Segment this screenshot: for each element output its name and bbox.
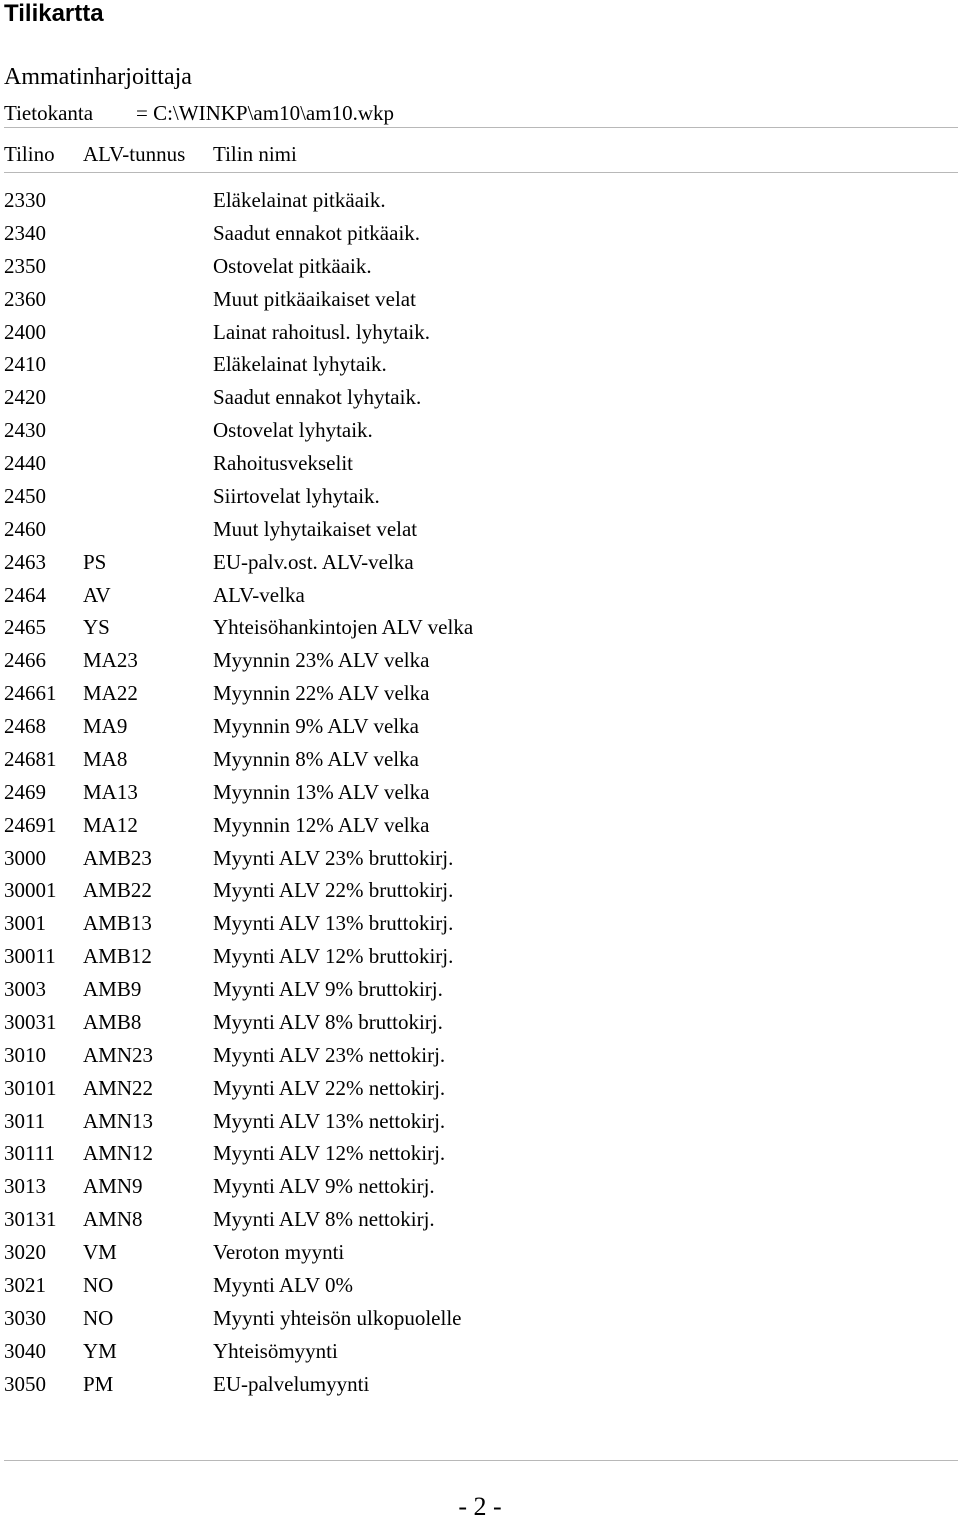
- account-name: Myynti ALV 8% nettokirj.: [213, 1207, 435, 1232]
- table-row: [4, 776, 954, 809]
- vat-code: AMB9: [83, 977, 142, 1001]
- account-number: 2360: [4, 286, 46, 311]
- account-number: 3013: [4, 1174, 46, 1199]
- vat-code: NO: [83, 1272, 114, 1297]
- account-number: 2430: [4, 418, 46, 443]
- account-number: 2465: [4, 615, 46, 640]
- account-name: Myynnin 12% ALV velka: [213, 812, 430, 837]
- account-number: 3003: [4, 977, 46, 1001]
- account-number: 3000: [4, 845, 46, 870]
- account-name: Myynti ALV 8% bruttokirj.: [213, 1009, 443, 1034]
- table-row: [4, 842, 954, 875]
- account-number: 30131: [4, 1207, 57, 1232]
- column-header-account-no: Tilino: [4, 142, 55, 166]
- vat-code: NO: [83, 1305, 114, 1330]
- account-name: Ostovelat lyhytaik.: [213, 418, 373, 443]
- vat-code: AMN23: [83, 1042, 154, 1067]
- account-name: Myynti ALV 9% nettokirj.: [213, 1174, 435, 1199]
- account-name: Saadut ennakot pitkäaik.: [213, 220, 421, 245]
- header-divider: [4, 127, 958, 128]
- account-number: 30031: [4, 1009, 57, 1034]
- account-number: 2330: [4, 188, 46, 212]
- account-number: 30111: [4, 1141, 55, 1166]
- account-table: [4, 184, 954, 1400]
- vat-code: YS: [83, 615, 110, 640]
- account-number: 30101: [4, 1075, 57, 1100]
- account-name: Myynnin 23% ALV velka: [213, 648, 430, 673]
- column-header-divider: [4, 172, 958, 173]
- vat-code: MA23: [83, 648, 138, 673]
- account-name: Myynti ALV 22% nettokirj.: [213, 1075, 446, 1100]
- table-row: [4, 480, 954, 513]
- table-row: [4, 348, 954, 381]
- account-number: 2468: [4, 714, 46, 738]
- account-name: Saadut ennakot lyhytaik.: [213, 385, 422, 410]
- table-row: [4, 644, 954, 677]
- account-name: Myynti ALV 9% bruttokirj.: [213, 977, 443, 1001]
- vat-code: AMN22: [83, 1075, 154, 1100]
- vat-code: AMB13: [83, 911, 152, 936]
- table-row: [4, 1170, 954, 1203]
- table-row: [4, 1105, 954, 1138]
- table-row: [4, 283, 954, 316]
- vat-code: AMB12: [83, 944, 152, 969]
- account-name: Myynti ALV 23% bruttokirj.: [213, 845, 454, 870]
- table-row: [4, 217, 954, 250]
- vat-code: PS: [83, 549, 107, 574]
- footer-divider: [4, 1460, 958, 1461]
- account-name: EU-palv.ost. ALV-velka: [213, 549, 414, 574]
- account-name: Myynnin 8% ALV velka: [213, 746, 419, 771]
- account-name: Yhteisöhankintojen ALV velka: [213, 615, 474, 640]
- account-number: 3011: [4, 1108, 46, 1133]
- table-row: [4, 579, 954, 612]
- account-name: Veroton myynti: [213, 1240, 345, 1264]
- table-row: [4, 1072, 954, 1105]
- table-row: [4, 1203, 954, 1236]
- account-name: Ostovelat pitkäaik.: [213, 253, 372, 278]
- vat-code: AMN8: [83, 1207, 143, 1232]
- vat-code: MA9: [83, 714, 128, 738]
- table-row: [4, 743, 954, 776]
- table-row: [4, 1039, 954, 1072]
- account-number: 2440: [4, 451, 46, 475]
- account-name: EU-palvelumyynti: [213, 1371, 370, 1396]
- account-name: Myynti ALV 12% bruttokirj.: [213, 944, 454, 969]
- database-line: [4, 100, 394, 126]
- account-number: 3020: [4, 1240, 46, 1264]
- account-number: 2410: [4, 352, 46, 377]
- table-row: [4, 546, 954, 579]
- table-row: [4, 1368, 954, 1401]
- column-header-account-name: Tilin nimi: [213, 142, 297, 166]
- account-name: Myynti ALV 12% nettokirj.: [213, 1141, 446, 1166]
- table-row: [4, 973, 954, 1006]
- account-name: Myynti yhteisön ulkopuolelle: [213, 1305, 462, 1330]
- vat-code: AMB22: [83, 878, 152, 903]
- vat-code: MA13: [83, 779, 138, 804]
- account-name: Myynti ALV 23% nettokirj.: [213, 1042, 446, 1067]
- table-row: [4, 710, 954, 743]
- vat-code: MA12: [83, 812, 138, 837]
- vat-code: MA8: [83, 746, 128, 771]
- account-name: Eläkelainat pitkäaik.: [213, 188, 386, 212]
- account-number: 2420: [4, 385, 46, 410]
- vat-code: AMN9: [83, 1174, 143, 1199]
- account-number: 2466: [4, 648, 46, 673]
- table-row: [4, 907, 954, 940]
- table-row: [4, 611, 954, 644]
- account-number: 2400: [4, 319, 46, 344]
- table-row: [4, 381, 954, 414]
- table-row: [4, 1269, 954, 1302]
- table-row: [4, 1335, 954, 1368]
- table-row: [4, 809, 954, 842]
- vat-code: PM: [83, 1371, 114, 1396]
- account-name: Eläkelainat lyhytaik.: [213, 352, 387, 377]
- account-name: Myynti ALV 13% bruttokirj.: [213, 911, 454, 936]
- vat-code: AMN12: [83, 1141, 154, 1166]
- table-row: [4, 1006, 954, 1039]
- account-name: Yhteisömyynti: [213, 1338, 338, 1363]
- table-row: [4, 940, 954, 973]
- vat-code: AMB23: [83, 845, 152, 870]
- account-number: 3001: [4, 911, 46, 936]
- account-number: 3050: [4, 1371, 46, 1396]
- account-name: Myynnin 9% ALV velka: [213, 714, 419, 738]
- account-number: 3010: [4, 1042, 46, 1067]
- vat-code: AMB8: [83, 1009, 142, 1034]
- table-row: [4, 513, 954, 546]
- account-name: ALV-velka: [213, 582, 305, 607]
- account-name: Myynnin 22% ALV velka: [213, 681, 430, 706]
- table-row: [4, 184, 954, 217]
- account-number: 2350: [4, 253, 46, 278]
- table-row: [4, 1236, 954, 1269]
- account-number: 24681: [4, 746, 57, 771]
- account-number: 24661: [4, 681, 57, 706]
- account-name: Muut lyhytaikaiset velat: [213, 516, 418, 541]
- table-row: [4, 1137, 954, 1170]
- account-number: 2469: [4, 779, 46, 804]
- account-name: Myynnin 13% ALV velka: [213, 779, 430, 804]
- company-name: Ammatinharjoittaja: [4, 64, 192, 90]
- vat-code: AV: [83, 582, 111, 607]
- vat-code: MA22: [83, 681, 138, 706]
- table-row: [4, 316, 954, 349]
- vat-code: YM: [83, 1338, 117, 1363]
- table-row: [4, 1302, 954, 1335]
- account-number: 24691: [4, 812, 57, 837]
- account-name: Myynti ALV 0%: [213, 1272, 354, 1297]
- table-row: [4, 414, 954, 447]
- database-label: Tietokanta: [4, 101, 94, 125]
- account-name: Muut pitkäaikaiset velat: [213, 286, 416, 311]
- vat-code: AMN13: [83, 1108, 154, 1133]
- account-name: Lainat rahoitusl. lyhytaik.: [213, 319, 430, 344]
- account-number: 3021: [4, 1272, 46, 1297]
- database-path: = C:\WINKP\am10\am10.wkp: [136, 101, 394, 125]
- page-number: - 2 -: [458, 1492, 502, 1521]
- page-title: Tilikartta: [4, 0, 104, 27]
- table-row: [4, 447, 954, 480]
- table-row: [4, 677, 954, 710]
- table-row: [4, 874, 954, 907]
- account-name: Siirtovelat lyhytaik.: [213, 483, 380, 508]
- account-number: 2340: [4, 220, 46, 245]
- account-name: Rahoitusvekselit: [213, 451, 353, 475]
- account-name: Myynti ALV 22% bruttokirj.: [213, 878, 454, 903]
- account-number: 2463: [4, 549, 46, 574]
- vat-code: VM: [83, 1240, 117, 1264]
- account-name: Myynti ALV 13% nettokirj.: [213, 1108, 446, 1133]
- account-number: 30001: [4, 878, 57, 903]
- column-header-vat-code: ALV-tunnus: [83, 142, 186, 166]
- account-number: 3040: [4, 1338, 46, 1363]
- account-number: 30011: [4, 944, 56, 969]
- account-number: 2450: [4, 483, 46, 508]
- account-number: 2464: [4, 582, 46, 607]
- table-row: [4, 250, 954, 283]
- account-number: 3030: [4, 1305, 46, 1330]
- account-number: 2460: [4, 516, 46, 541]
